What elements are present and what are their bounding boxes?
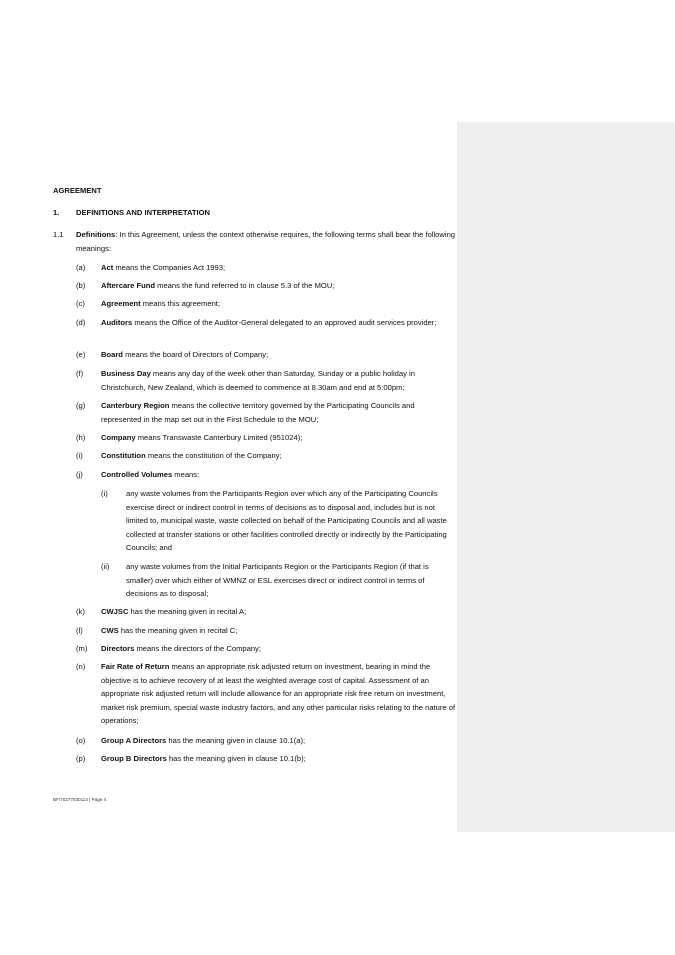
definition-term: Aftercare Fund [101,281,156,290]
definition-term: Directors [101,644,135,653]
definition-body: means the directors of the Company; [134,644,261,653]
definition-term: Canterbury Region [101,401,170,410]
definition-text [101,734,456,748]
clause-term: Definitions [76,230,116,239]
definition-text [101,348,456,362]
definition-label: (n) [76,662,86,671]
clause-number: 1.1 [53,230,64,239]
definition-body: means the Office of the Auditor-General delegated to an approved audit services provider; [132,318,437,327]
definition-text [101,297,456,311]
definition-text [101,431,456,445]
definition-body: means any day of the week other than Saturday, Sunday or a public holiday in Christchurch, New Zealand, which is deemed to commence at 8.30am and end at 5:00pm; [101,369,415,392]
definition-label: (d) [76,318,86,327]
definition-label: (g) [76,401,86,410]
definition-term: Constitution [101,451,146,460]
definition-body: means the board of Directors of Company; [122,350,269,359]
definition-label: (a) [76,263,86,272]
definition-body: means the fund referred to in clause 5.3 of the MOU; [155,281,335,290]
sub-item-text: any waste volumes from the Participants Region over which any of the Participating Councils exercise direct or indirect control in terms of decisions as to disposal and, includes but is not limited to, municipal waste, waste collected on behalf of the Participating Councils and all waste collected at transfer stations or other facilities controlled directly or indirectly by the Participating Councils; and [126,489,447,552]
sub-item-label: (ii) [101,562,110,571]
definition-body: has the meaning given in recital A; [128,607,247,616]
definition-label: (j) [76,470,83,479]
definition-term: Business Day [101,369,151,378]
definition-label: (f) [76,369,84,378]
definition-term: Board [101,350,123,359]
definition-term: CWJSC [101,607,129,616]
definition-term: Agreement [101,299,141,308]
document-title: AGREEMENT [53,186,102,195]
clause-text [76,228,461,255]
page-footer: BF\70277030113 | Page 4 [53,797,107,802]
definition-label: (h) [76,433,86,442]
definition-term: Auditors [101,318,133,327]
definition-label: (l) [76,626,83,635]
definition-text [101,279,456,293]
definition-body: means: [172,470,200,479]
definition-term: Group B Directors [101,754,167,763]
definition-text [101,367,456,394]
section-number: 1. [53,208,60,217]
definition-term: Group A Directors [101,736,167,745]
definition-label: (k) [76,607,85,616]
definition-body: means Transwaste Canterbury Limited (951024); [135,433,303,442]
definition-term: Fair Rate of Return [101,662,170,671]
definition-text [101,468,456,482]
sub-item-label: (i) [101,489,108,498]
definition-text [101,605,456,619]
definition-label: (m) [76,644,88,653]
definition-body: means the constitution of the Company; [145,451,282,460]
definition-body: means the collective territory governed by the Participating Councils and represented in the map set out in the First Schedule to the MOU; [101,401,415,424]
definition-body: has the meaning given in recital C; [118,626,238,635]
definition-term: Controlled Volumes [101,470,173,479]
definition-term: CWS [101,626,119,635]
definition-label: (i) [76,451,83,460]
sub-item-text: any waste volumes from the Initial Participants Region or the Participants Region (if that is smaller) over which either of WMNZ or ESL exercises direct or indirect control in terms of decisions as to disposal; [126,562,429,598]
definition-text [101,316,456,330]
definition-body: means this agreement; [140,299,221,308]
definition-text [101,449,456,463]
definition-label: (c) [76,299,85,308]
definition-body: has the meaning given in clause 10.1(a); [166,736,306,745]
definition-text [101,261,456,275]
definition-text [101,642,456,656]
definition-body: means an appropriate risk adjusted return on investment, bearing in mind the objective is to achieve recovery of at least the weighted average cost of capital. Assessment of an appropriate risk adjusted return will include allowance for an appropriate risk free return on investment, market risk premium, special waste industry factors, and any other particular risks relating to the nature of operations; [101,662,456,725]
comment-margin-pane [457,122,675,832]
definition-label: (b) [76,281,86,290]
definition-body: has the meaning given in clause 10.1(b); [166,754,306,763]
definition-text [101,752,456,766]
clause-body: : In this Agreement, unless the context otherwise requires, the following terms shall bear the following meanings: [76,230,456,253]
definition-text [101,660,456,728]
definition-label: (p) [76,754,86,763]
definition-body: means the Companies Act 1993; [113,263,226,272]
definition-term: Company [101,433,136,442]
definition-label: (e) [76,350,86,359]
definition-text [101,399,456,426]
definition-text [101,624,456,638]
definition-label: (o) [76,736,86,745]
section-heading: DEFINITIONS AND INTERPRETATION [76,208,211,217]
definition-term: Act [101,263,114,272]
